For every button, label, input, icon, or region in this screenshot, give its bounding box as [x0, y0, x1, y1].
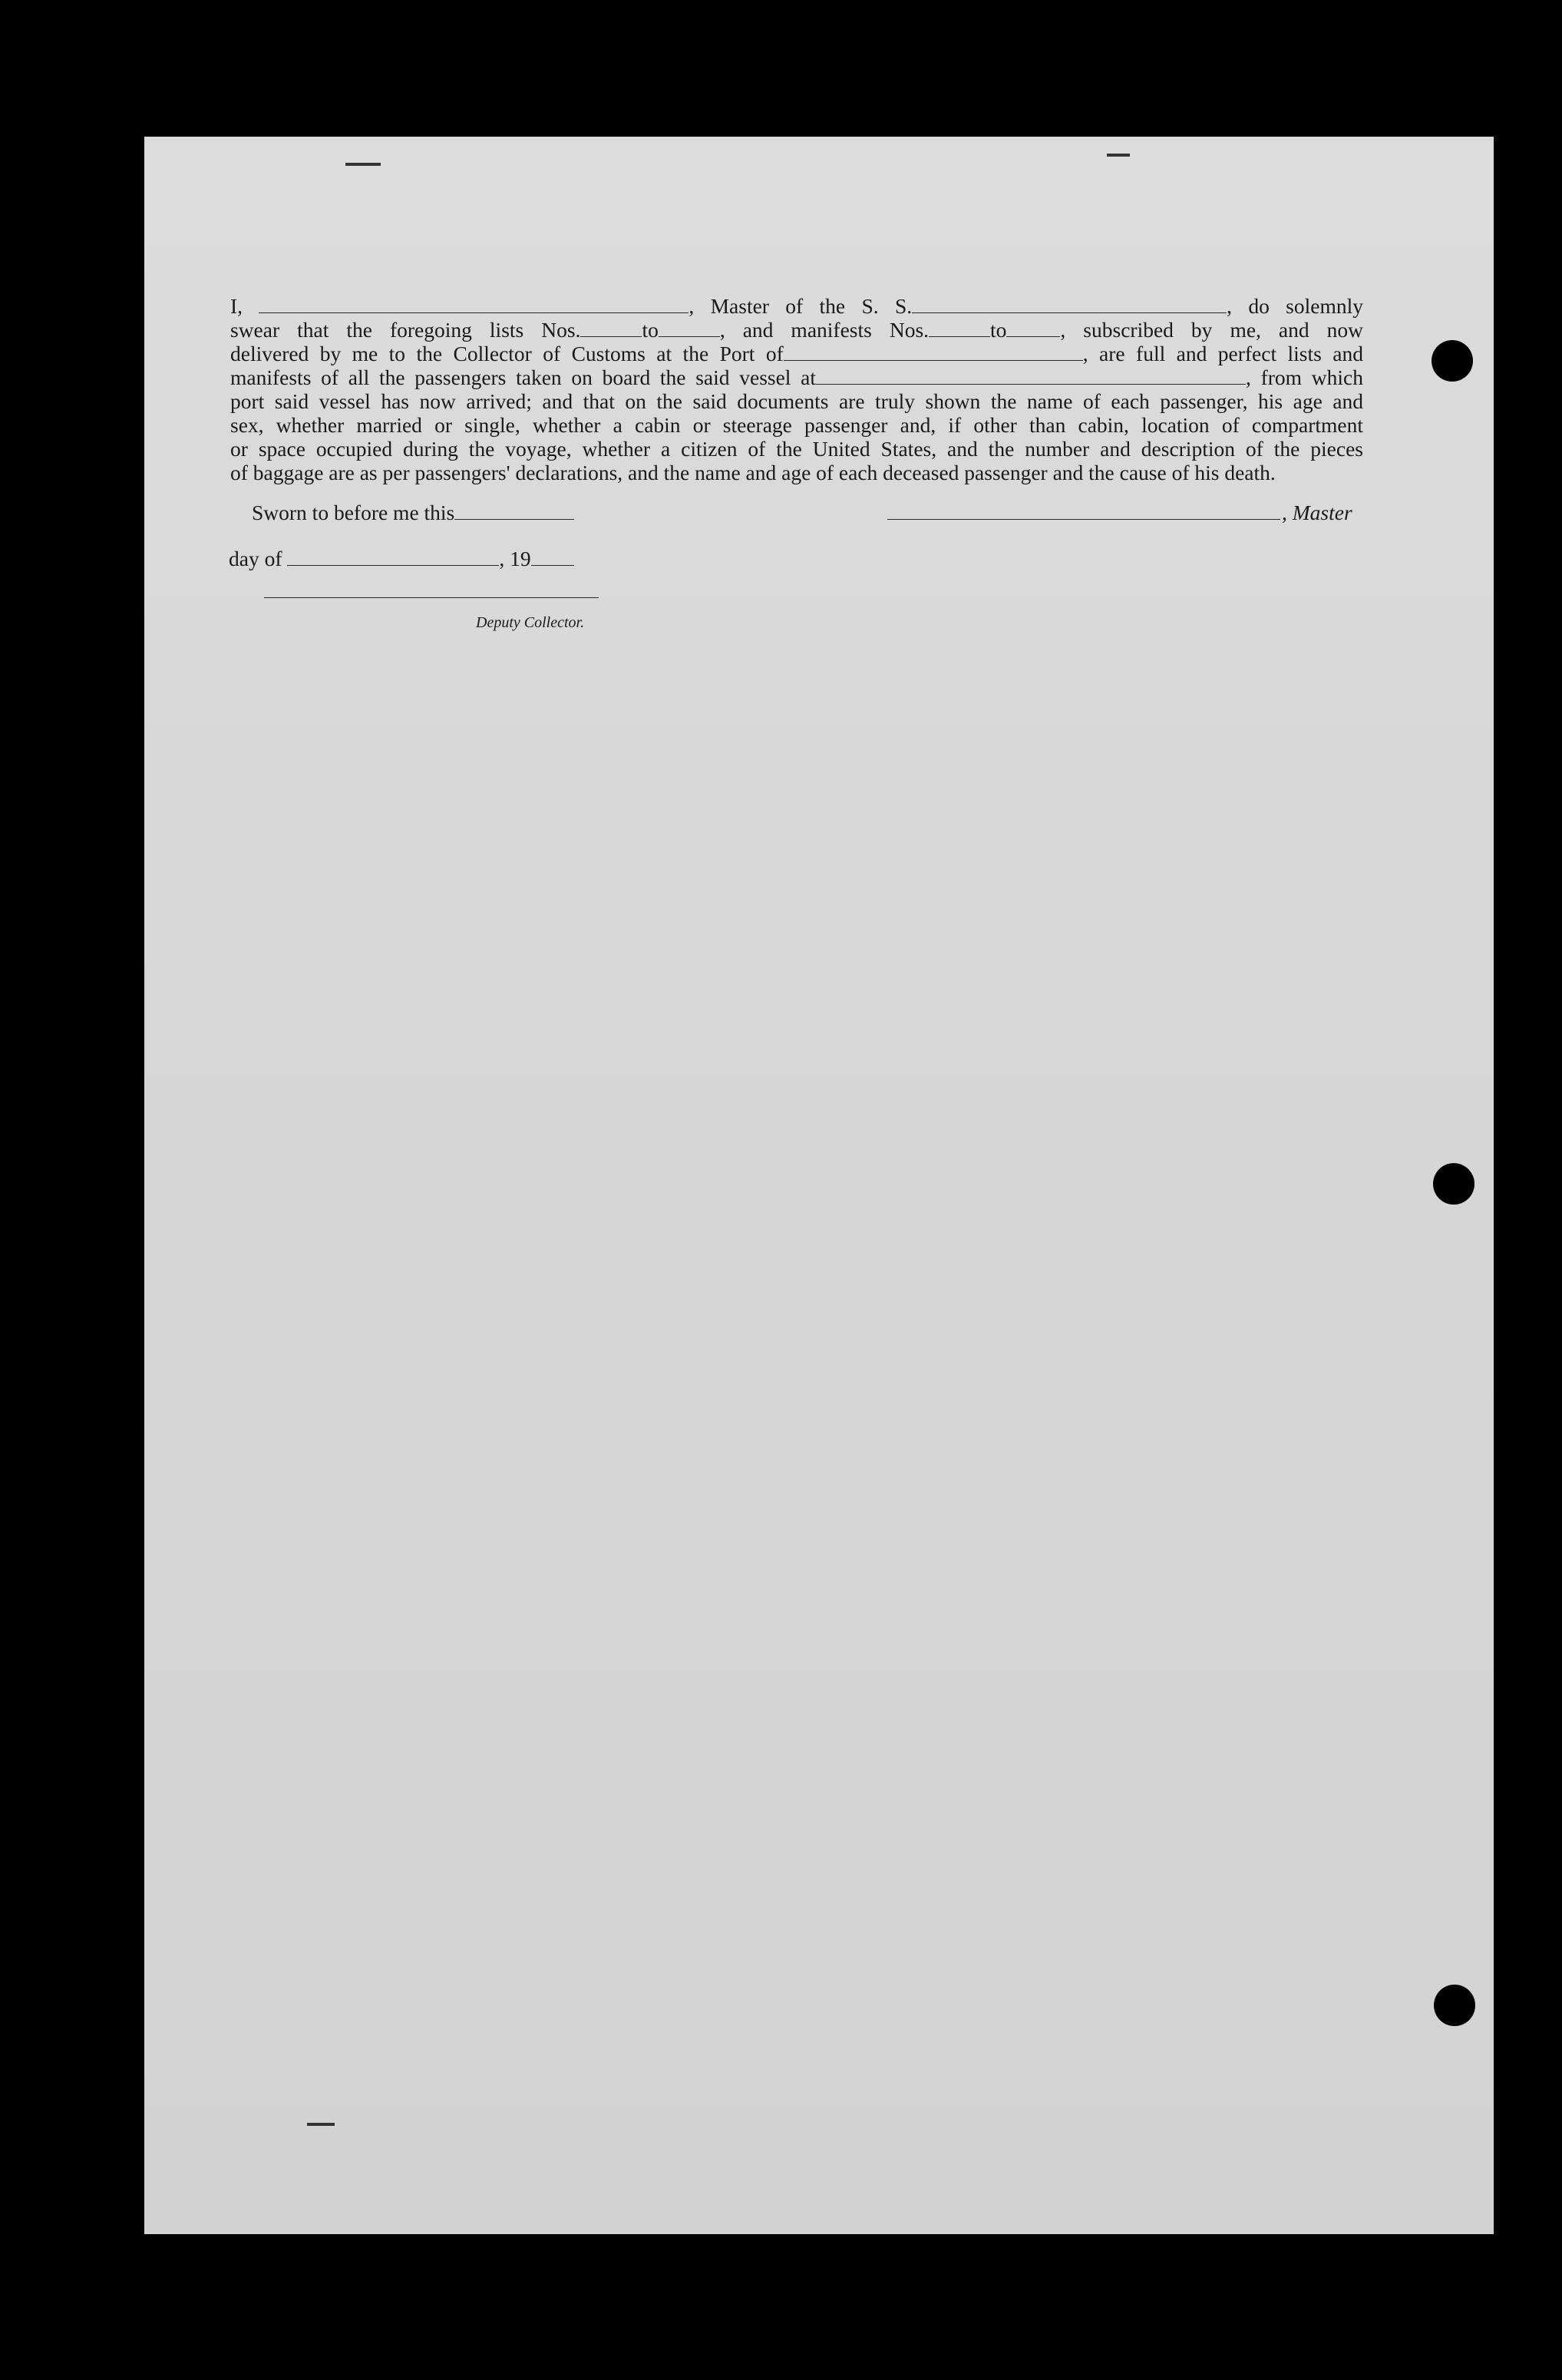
- punch-hole-bottom: [1434, 1985, 1475, 2026]
- oath-text: , Master of the S. S.: [689, 294, 913, 318]
- oath-line-2: [230, 318, 1363, 342]
- oath-line-3: [230, 342, 1363, 365]
- oath-line-5: port said vessel has now arrived; and that on the said documents are truly shown the name of each passenger, his age and: [230, 389, 1363, 413]
- oath-line-4: [230, 365, 1363, 389]
- master-label-text: , Master: [1282, 501, 1352, 524]
- oath-line-6: sex, whether married or single, whether a cabin or steerage passenger and, if other than cabin, location of compartment: [230, 413, 1363, 437]
- oath-line-8: of baggage are as per passengers' declarations, and the name and age of each deceased passenger and the cause of his death.: [230, 461, 1276, 484]
- oath-line-7: or space occupied during the voyage, whether a citizen of the United States, and the number and description of the pieces: [230, 437, 1363, 461]
- sworn-line: [252, 501, 574, 525]
- oath-line-1: [230, 294, 1363, 318]
- master-name-blank: [259, 296, 689, 313]
- date-line: [229, 547, 574, 571]
- punch-hole-top: [1432, 340, 1473, 382]
- oath-text: , subscribed by me, and now: [1060, 318, 1363, 342]
- deputy-collector-label: Deputy Collector.: [476, 614, 585, 631]
- oath-text: , do solemnly: [1227, 294, 1363, 318]
- year-prefix: , 19: [499, 547, 531, 570]
- scan-mark: [307, 2123, 335, 2126]
- oath-text: , from which: [1246, 365, 1363, 389]
- ship-name-blank: [912, 296, 1227, 313]
- scan-mark: [1107, 154, 1130, 157]
- master-label: [1282, 501, 1352, 525]
- punch-hole-middle: [1433, 1163, 1474, 1205]
- oath-text: I,: [230, 294, 243, 318]
- deputy-signature-line: [264, 597, 599, 598]
- oath-text: , and manifests Nos.: [719, 318, 930, 342]
- manifest-from-blank: [929, 319, 990, 337]
- list-to-blank: [659, 319, 720, 337]
- oath-paragraph: [230, 294, 1363, 484]
- oath-text: delivered by me to the Collector of Customs at the Port of: [230, 342, 784, 365]
- master-signature-line: [887, 499, 1280, 520]
- oath-text: to: [642, 318, 659, 342]
- sworn-day-blank: [454, 502, 574, 520]
- oath-text: to: [990, 318, 1007, 342]
- port-blank: [784, 343, 1083, 361]
- month-blank: [287, 548, 499, 566]
- manifest-to-blank: [1006, 319, 1060, 337]
- oath-text: manifests of all the passengers taken on board the said vessel at: [230, 365, 817, 389]
- oath-text: , are full and perfect lists and: [1082, 342, 1363, 365]
- sworn-label: Sworn to before me this: [252, 501, 455, 524]
- day-of-label: day of: [229, 547, 282, 570]
- scan-mark: [345, 163, 381, 166]
- list-from-blank: [580, 319, 642, 337]
- year-blank: [531, 548, 574, 566]
- oath-text: swear that the foregoing lists Nos.: [230, 318, 581, 342]
- departure-port-blank: [816, 367, 1246, 385]
